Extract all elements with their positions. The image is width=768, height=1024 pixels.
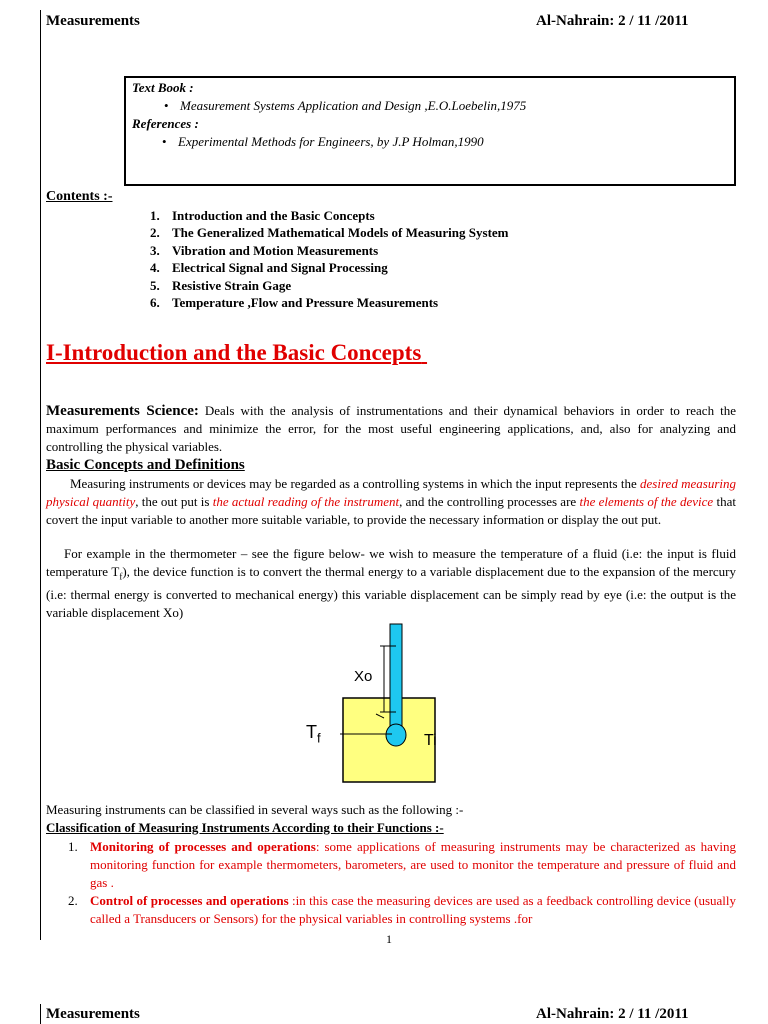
left-margin-line <box>40 10 41 940</box>
header-right: Al-Nahrain: 2 / 11 /2011 <box>536 13 689 29</box>
basic-paragraph-2: For example in the thermometer – see the figure below- we wish to measure the temperature of a fluid (i.e: the input is fluid temperature $T_f$), the device function is to convert the thermal energy to a variable displacement due to the expansion of the mercury (i.e: thermal energy is converted to mechanical energy) this variable displacement can be simply read by eye (i.e: the output is the variable displacement Xo) <box>46 546 736 620</box>
science-text: Deals with the analysis of instrumentations and their dynamical behaviors in order to reach the maximum performances and minimize the error, for the most useful engineering applications, and, also for analyzing and controlling the physical variables. <box>46 403 736 454</box>
thermometer-tube <box>390 624 402 732</box>
classification-item-text: : some applications of measuring instruments may be characterized as having monitoring function for example thermometers, barometers, are used to monitor the temperature and pressure of fluid and gas . <box>90 839 736 890</box>
classification-item-term: Control of processes and operations <box>90 893 289 908</box>
classification-item-number: 2. <box>68 893 78 908</box>
contents-item <box>150 277 509 295</box>
page-number: 1 <box>386 932 392 946</box>
contents-item-number: 3. <box>150 242 160 258</box>
classification-list <box>46 838 736 928</box>
bullet-icon: • <box>162 134 167 149</box>
ti-label: Ti <box>424 732 437 749</box>
references-item: • Experimental Methods for Engineers, by J.P Holman,1990 <box>162 134 484 149</box>
textbook-item: • Measurement Systems Application and Design ,E.O.Loebelin,1975 <box>164 98 527 113</box>
classification-title: Classification of Measuring Instruments According to their Functions :- <box>46 820 444 835</box>
section-title: I-Introduction and the Basic Concepts <box>46 340 422 365</box>
contents-item-text: Resistive Strain Gage <box>172 277 292 293</box>
left-margin-line-next <box>40 1004 41 1024</box>
contents-list <box>150 207 509 312</box>
contents-item-number: 1. <box>150 207 160 223</box>
classification-item-number: 1. <box>68 839 78 854</box>
contents-item-text: Electrical Signal and Signal Processing <box>172 260 388 276</box>
thermometer-figure <box>300 618 440 788</box>
classification-item <box>46 892 736 928</box>
basic-title: Basic Concepts and Definitions <box>46 457 245 473</box>
thermometer-diagram <box>300 618 440 788</box>
contents-item-number: 2. <box>150 225 160 241</box>
contents-item-text: The Generalized Mathematical Models of Measuring System <box>172 225 509 241</box>
highlight-elements: the elements of the device <box>579 494 714 509</box>
classification-intro: Measuring instruments can be classified in several ways such as the following :- <box>46 802 464 817</box>
basic-paragraph-1: Measuring instruments or devices may be regarded as a controlling systems in which the input represents the desired measuring physical quantity, the out put is the actual reading of the instrument, and the controlling processes are the elements of the device that covert the input variable to another more suitable variable, to provide the necessary information or display the out put. <box>46 476 736 527</box>
contents-item-text: Introduction and the Basic Concepts <box>172 207 375 223</box>
contents-item-text: Temperature ,Flow and Pressure Measurements <box>172 295 439 311</box>
contents-item <box>150 242 509 260</box>
science-term: Measurements Science: <box>46 403 199 419</box>
contents-item <box>150 225 509 243</box>
contents-item-number: 4. <box>150 260 160 276</box>
contents-item-number: 6. <box>150 295 160 311</box>
next-header-left: Measurements <box>46 1006 140 1022</box>
classification-item <box>46 838 736 892</box>
xo-label: Xo <box>354 668 373 685</box>
contents-item-text: Vibration and Motion Measurements <box>172 242 379 258</box>
classification-item-text: :in this case the measuring devices are used as a feedback controlling device (usually called a Transducers or Sensors) for the physical variables in controlling systems .for <box>90 893 736 926</box>
classification-item-term: Monitoring of processes and operations <box>90 839 316 854</box>
contents-item-number: 5. <box>150 277 160 293</box>
thermometer-bulb <box>386 724 406 746</box>
contents-item <box>150 295 509 313</box>
bullet-icon: • <box>164 98 169 113</box>
next-header-right: Al-Nahrain: 2 / 11 /2011 <box>536 1006 689 1022</box>
header-left: Measurements <box>46 13 140 29</box>
references-box <box>124 76 736 186</box>
contents-title: Contents :- <box>46 189 113 204</box>
textbook-label: Text Book : <box>132 80 194 95</box>
contents-item <box>150 260 509 278</box>
tf-label: $T_f$ <box>306 722 321 746</box>
references-label: References : <box>132 116 199 131</box>
contents-item <box>150 207 509 225</box>
science-paragraph <box>46 402 736 456</box>
highlight-output: the actual reading of the instrument <box>212 494 400 509</box>
highlight-input: desired measuring physical quantity <box>46 476 736 509</box>
